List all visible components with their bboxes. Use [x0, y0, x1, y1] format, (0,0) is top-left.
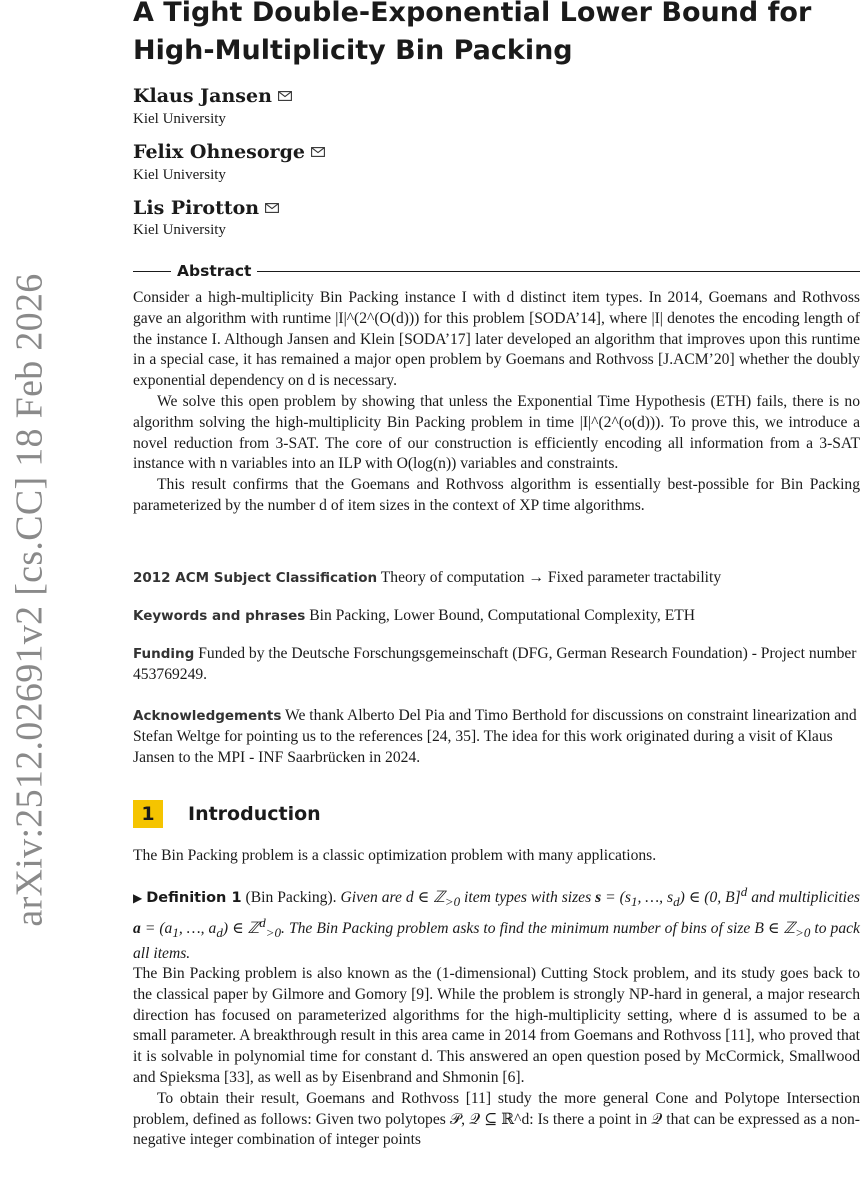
mail-icon[interactable]	[278, 91, 292, 101]
definition-text: Given are d ∈ ℤ$_{>0}$ item types with sizes $s = (s_1$, …, $s_d$) ∈ (0, B]$^d$ and multiplicities $a = (a_1$, …, $a_d$) ∈ ℤ$^d_{>0}$. The Bin Packing problem asks to find the minimum number of bins of size B ∈ ℤ$_{>0}$ to pack all items.	[133, 884, 860, 963]
triangle-icon: ▶	[133, 891, 143, 906]
keywords	[133, 606, 860, 627]
section-title: Introduction	[188, 802, 321, 825]
acm-classification	[133, 568, 860, 589]
abstract-label: Abstract	[177, 261, 252, 280]
abstract-paragraph-2: We solve this open problem by showing that unless the Exponential Time Hypothesis (ETH) fails, there is no algorithm solving the high-multiplicity Bin Packing problem in time |I|^(2^(o(d))). To prove this, we introduce a novel reduction from 3-SAT. The core of our construction is efficiently encoding all information from a 3-SAT instance with n variables into an ILP with O(log(n)) variables and constraints.	[133, 392, 860, 473]
abstract-paragraph-3: This result confirms that the Goemans and Rothvoss algorithm is essentially best-possible for Bin Packing parameterized by the number d of item sizes in the context of XP time algorithms.	[133, 476, 860, 514]
body-paragraph-2: To obtain their result, Goemans and Rothvoss [11] study the more general Cone and Polytope Intersection problem, defined as follows: Given two polytopes 𝒫, 𝒬 ⊆ ℝ^d: Is there a point in 𝒬 that can be expressed as a non-negative integer combination of integer points	[133, 1089, 860, 1149]
acm-key: 2012 ACM Subject Classification	[133, 570, 378, 586]
author-name: Lis Pirotton	[133, 196, 260, 219]
author-name: Felix Ohnesorge	[133, 140, 305, 163]
ack-value: We thank Alberto Del Pia and Timo Berthold for discussions on constraint linearization and Stefan Weltge for pointing us to the references [24, 35]. The idea for this work originated during a visit of Klaus Jansen to the MPI - INF Saarbrücken in 2024.	[133, 707, 857, 766]
acm-value: Theory of computation → Fixed parameter tractability	[380, 569, 722, 586]
intro-sentence: The Bin Packing problem is a classic optimization problem with many applications.	[133, 847, 657, 864]
abstract-paragraph-1: Consider a high-multiplicity Bin Packing instance I with d distinct item types. In 2014, Goemans and Rothvoss gave an algorithm with runtime |I|^(2^(O(d))) for this problem [SODA’14], where |I| denotes the encoding length of the instance I. Although Jansen and Klein [SODA’17] later developed an algorithm that improves upon this runtime in a special case, it has remained a major open problem by Goemans and Rothvoss [J.ACM’20] whether the doubly exponential dependency on d is necessary.	[133, 289, 860, 390]
funding-value: Funded by the Deutsche Forschungsgemeinschaft (DFG, German Research Foundation) - Project number 453769249.	[133, 645, 857, 683]
author-list	[133, 84, 325, 251]
definition-block	[133, 882, 860, 965]
intro-paragraph	[133, 846, 860, 867]
section-number-badge: 1	[133, 800, 163, 828]
definition-label: Definition 1	[146, 890, 242, 907]
arxiv-identifier: arXiv:2512.02691v2 [cs.CC] 18 Feb 2026	[9, 273, 52, 927]
abstract-body	[133, 288, 860, 517]
definition-name: (Bin Packing).	[245, 889, 337, 907]
author-affiliation: Kiel University	[133, 110, 226, 127]
body-paragraph-1: The Bin Packing problem is also known as the (1-dimensional) Cutting Stock problem, and its study goes back to the classical paper by Gilmore and Gomory [9]. While the problem is strongly NP-hard in general, a major research direction has focused on parameterized algorithms for the high-multiplicity setting, where d is assumed to be a small parameter. A breakthrough result in this area came in 2014 from Goemans and Rothvoss [11], who proved that it is solvable in polynomial time for constant d. This answered an open question posed by McCormick, Smallwood and Spieksma [33], as well as by Eisenbrand and Shmonin [6].	[133, 965, 860, 1086]
author-name: Klaus Jansen	[133, 85, 272, 107]
acknowledgements	[133, 706, 860, 768]
title-line-2: High-Multiplicity Bin Packing	[133, 35, 573, 66]
title-line-1: A Tight Double-Exponential Lower Bound for	[133, 0, 812, 28]
arxiv-sidebar	[0, 0, 60, 1200]
keywords-key: Keywords and phrases	[133, 608, 306, 624]
divider	[257, 271, 860, 272]
section-heading	[133, 800, 321, 828]
author-affiliation: Kiel University	[133, 222, 226, 239]
mail-icon[interactable]	[265, 203, 279, 213]
author-block	[133, 140, 325, 184]
mail-icon[interactable]	[311, 147, 325, 157]
body-section	[133, 964, 860, 1151]
funding-key: Funding	[133, 646, 195, 662]
abstract-heading	[133, 261, 860, 281]
keywords-value: Bin Packing, Lower Bound, Computational Complexity, ETH	[309, 607, 696, 624]
divider	[133, 271, 171, 272]
author-block	[133, 196, 325, 240]
funding	[133, 644, 860, 686]
ack-key: Acknowledgements	[133, 708, 282, 724]
author-affiliation: Kiel University	[133, 166, 226, 183]
paper-title	[133, 0, 860, 70]
author-block	[133, 84, 325, 128]
